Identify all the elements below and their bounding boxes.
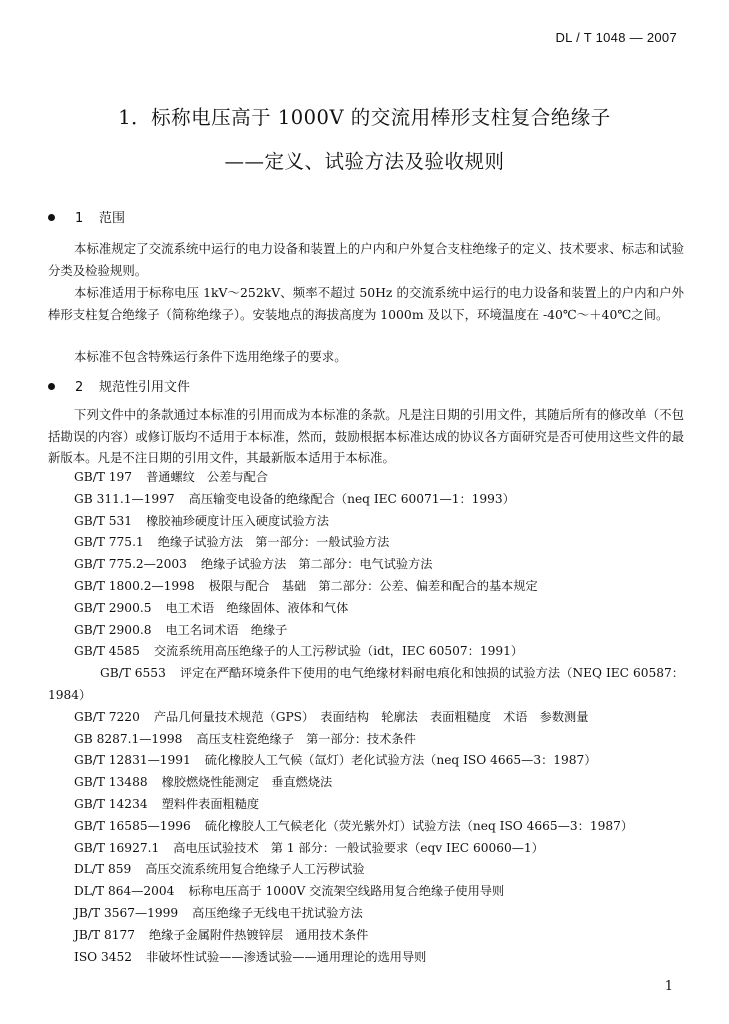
section-1-heading [48,207,125,226]
reference-list [48,467,688,968]
reference-item [48,641,688,663]
section-number: 1 [75,211,84,226]
reference-code: GB/T 13488 [74,775,148,790]
reference-code: JB/T 8177 [74,927,135,942]
reference-code: GB/T 775.2—2003 [74,557,187,572]
reference-title: 橡胶袖珍硬度计压入硬度试验方法 [146,513,329,528]
reference-item [48,489,688,511]
reference-title: 高压绝缘子无线电干扰试验方法 [192,905,363,920]
reference-code: GB 311.1—1997 [74,491,175,506]
reference-code: GB/T 2900.5 [74,600,152,615]
reference-title: 普通螺纹 公差与配合 [146,470,268,484]
reference-item [48,620,688,642]
reference-item [48,859,688,881]
reference-code: GB/T 775.1 [74,535,144,550]
reference-title: 产品几何量技术规范（GPS） 表面结构 轮廓法 表面粗糙度 术语 参数测量 [153,709,589,724]
bullet-icon [48,383,55,390]
reference-item [48,598,688,620]
reference-code: GB/T 2900.8 [74,622,152,637]
reference-code: GB/T 16585—1996 [74,818,191,833]
reference-code: GB/T 4585 [74,644,140,659]
reference-title: 高压交流系统用复合绝缘子人工污秽试验 [145,862,365,877]
reference-item [48,838,688,860]
reference-title: 硫化橡胶人工气候老化（荧光紫外灯）试验方法（neq ISO 4665—3：1987） [204,818,634,833]
reference-item [48,532,688,554]
reference-title: 橡胶燃烧性能测定 垂直燃烧法 [161,775,333,790]
reference-title: 交流系统用高压绝缘子的人工污秽试验（idt，IEC 60507：1991） [153,644,524,659]
reference-code: DL/T 859 [74,862,132,877]
reference-title: 高压输变电设备的绝缘配合（neq IEC 60071—1：1993） [188,491,515,506]
section-number: 2 [75,380,84,395]
reference-title: 极限与配合 基础 第二部分：公差、偏差和配合的基本规定 [208,578,538,593]
reference-title: 绝缘子金属附件热镀锌层 通用技术条件 [148,927,369,942]
reference-title: 标称电压高于 1000V 交流架空线路用复合绝缘子使用导则 [188,884,505,899]
reference-item [48,729,688,751]
reference-code: ISO 3452 [74,949,133,964]
reference-item [48,467,688,489]
reference-item [48,707,688,729]
bullet-icon [48,214,55,221]
reference-item [48,750,688,772]
reference-item [48,663,684,707]
paragraph: 本标准规定了交流系统中运行的电力设备和装置上的户内和户外复合支柱绝缘子的定义、技术要求、标志和试验分类及检验规则。 [48,241,684,278]
reference-title: 非破坏性试验——渗透试验——通用理论的选用导则 [146,949,427,964]
reference-title: 电工术语 绝缘固体、液体和气体 [165,600,349,615]
section-2-heading [48,376,190,395]
reference-title: 评定在严酷环境条件下使用的电气绝缘材料耐电痕化和蚀损的试验方法（NEQ IEC 60587：1984） [48,666,684,702]
paragraph: 本标准不包含特殊运行条件下选用绝缘子的要求。 [74,349,347,364]
reference-title: 绝缘子试验方法 第一部分：一般试验方法 [157,535,390,550]
section-title: 范围 [99,211,126,226]
reference-item [48,816,688,838]
paragraph: 本标准适用于标称电压 1kV～252kV、频率不超过 50Hz 的交流系统中运行的电力设备和装置上的户内和户外棒形支柱复合绝缘子（简称绝缘子）。安装地点的海拔高度为 1000m 及以下，环境温度在 -40℃～＋40℃之间。 [48,285,684,322]
reference-item [48,903,688,925]
reference-code: GB/T 16927.1 [74,840,160,855]
reference-code: GB/T 14234 [74,796,148,811]
page-subtitle: ——定义、试验方法及验收规则 [224,150,505,173]
reference-code: GB/T 7220 [74,709,140,724]
page-title: 1．标称电压高于 1000V 的交流用棒形支柱复合绝缘子 [118,106,611,129]
reference-title: 电工名词术语 绝缘子 [165,622,288,637]
document-id-header: DL / T 1048 — 2007 [555,30,677,45]
reference-item [48,947,688,969]
page-number: 1 [664,979,673,994]
reference-item [48,925,688,947]
reference-code: GB/T 12831—1991 [74,753,191,768]
reference-code: DL/T 864—2004 [74,884,175,899]
reference-item [48,881,688,903]
reference-code: GB/T 531 [74,513,133,528]
reference-title: 绝缘子试验方法 第二部分：电气试验方法 [200,557,433,572]
reference-title: 高压支柱瓷绝缘子 第一部分：技术条件 [196,731,416,746]
reference-title: 硫化橡胶人工气候（氙灯）老化试验方法（neq ISO 4665—3：1987） [204,753,597,768]
paragraph: 下列文件中的条款通过本标准的引用而成为本标准的条款。凡是注日期的引用文件，其随后所有的修改单（不包括勘误的内容）或修订版均不适用于本标准，然而，鼓励根据本标准达成的协议各方面研究是否可使用这些文件的最新版本。凡是不注日期的引用文件，其最新版本适用于本标准。 [48,407,684,465]
section-title: 规范性引用文件 [99,380,191,395]
reference-item [48,511,688,533]
reference-item [48,554,688,576]
reference-title: 高电压试验技术 第 1 部分：一般试验要求（eqv IEC 60060—1） [173,840,544,855]
reference-item [48,772,688,794]
reference-item [48,794,688,816]
reference-title: 塑料件表面粗糙度 [161,796,260,811]
reference-code: GB/T 197 [74,470,133,484]
reference-item [48,576,688,598]
reference-code: GB 8287.1—1998 [74,731,183,746]
reference-code: JB/T 3567—1999 [74,905,179,920]
reference-code: GB/T 1800.2—1998 [74,578,195,593]
reference-code: GB/T 6553 [100,666,166,681]
